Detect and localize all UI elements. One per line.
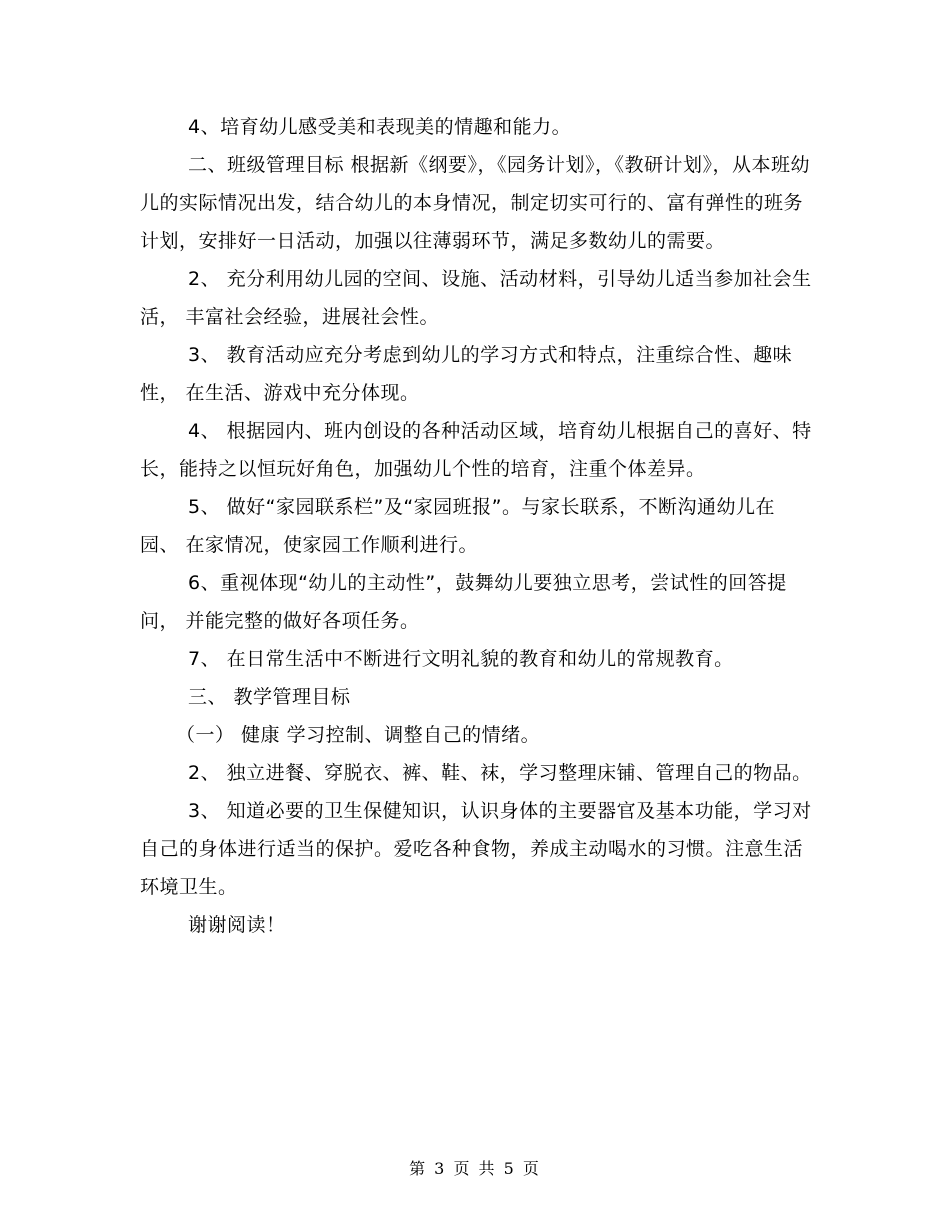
paragraph-item-4: 4、 根据园内、班内创设的各种活动区域，培育幼儿根据自己的喜好、特长，能持之以恒玩好角色，加强幼儿个性的培育，注重个体差异。	[140, 420, 812, 480]
paragraph-health-2: 2、 独立进餐、穿脱衣、裤、鞋、袜，学习整理床铺、管理自己的物品。	[188, 762, 812, 784]
paragraph-item-7: 7、 在日常生活中不断进行文明礼貌的教育和幼儿的常规教育。	[188, 648, 734, 670]
paragraph-item-2: 2、 充分利用幼儿园的空间、设施、活动材料，引导幼儿适当参加社会生活， 丰富社会经验，进展社会性。	[140, 268, 812, 328]
closing-thanks: 谢谢阅读！	[188, 914, 286, 936]
document-body	[140, 108, 812, 944]
paragraph-health-3: 3、 知道必要的卫生保健知识，认识身体的主要器官及基本功能，学习对 自己的身体进行适当的保护。爱吃各种食物，养成主动喝水的习惯。注意生活环境卫生。	[140, 800, 812, 898]
subsection-health: （一） 健康 学习控制、调整自己的情绪。	[176, 724, 541, 746]
page-number-footer: 第 3 页 共 5 页	[409, 1159, 541, 1178]
section-heading-teaching: 三、 教学管理目标	[188, 686, 351, 708]
paragraph-goal-4: 4、培育幼儿感受美和表现美的情趣和能力。	[188, 116, 572, 138]
paragraph-item-3: 3、 教育活动应充分考虑到幼儿的学习方式和特点，注重综合性、趣味性， 在生活、游戏中充分体现。	[140, 344, 793, 404]
paragraph-item-5: 5、 做好“家园联系栏”及“家园班报”。与家长联系，不断沟通幼儿在园、 在家情况，使家园工作顺利进行。	[140, 496, 776, 556]
paragraph-class-management: 二、班级管理目标 根据新《纲要》，《园务计划》，《教研计划》，从本班幼儿的实际情况出发，结合幼儿的本身情况，制定切实可行的、富有弹性的班务计划，安排好一日活动，加强以往薄弱环节，满足多数幼儿的需要。	[140, 154, 811, 252]
paragraph-item-6: 6、重视体现“幼儿的主动性”，鼓舞幼儿要独立思考，尝试性的回答提问， 并能完整的做好各项任务。	[140, 572, 787, 632]
